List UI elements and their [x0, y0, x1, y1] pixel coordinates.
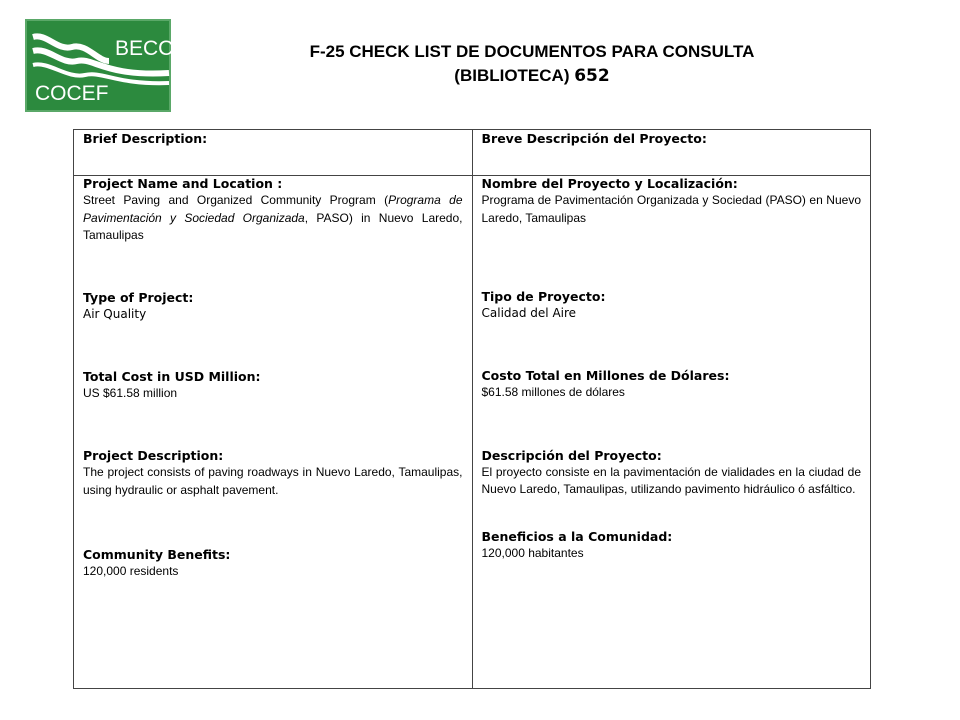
page-title [232, 40, 832, 88]
project-name-label: Project Name and Location : [83, 176, 283, 191]
title-line-2-prefix: (BIBLIOTECA) [454, 66, 575, 85]
header-row [74, 130, 871, 176]
header-right [472, 130, 871, 176]
costo-total-value: $61.58 millones de dólares [481, 385, 625, 399]
project-description-label: Project Description: [83, 448, 224, 463]
breve-descripcion-label: Breve Descripción del Proyecto: [481, 131, 707, 146]
beneficios-comunidad-label: Beneficios a la Comunidad: [481, 528, 673, 544]
nombre-proyecto-value: Programa de Pavimentación Organizada y Sociedad (PASO) en Nuevo Laredo, Tamaulipas [481, 193, 861, 225]
project-name-part-b: , PASO) in Nuevo Laredo, Tamaulipas [83, 210, 463, 242]
title-number: 652 [574, 66, 610, 86]
header-left [74, 130, 473, 176]
costo-total-label: Costo Total en Millones de Dólares: [481, 368, 730, 383]
logo-becc-text: BECC [115, 37, 174, 60]
english-column [74, 176, 473, 689]
descripcion-proyecto-label: Descripción del Proyecto: [481, 447, 662, 463]
project-name-italic: Programa de Pavimentación y Sociedad Organizada [83, 193, 463, 225]
project-description-value: The project consists of paving roadways in Nuevo Laredo, Tamaulipas, using hydraulic or asphalt pavement. [83, 465, 463, 497]
content-row [74, 176, 871, 689]
type-of-project-value: Air Quality [83, 306, 147, 321]
brief-description-label: Brief Description: [83, 131, 208, 146]
total-cost-value: US $61.58 million [83, 385, 178, 400]
project-name-value [83, 192, 463, 245]
logo-cocef-text: COCEF [35, 82, 109, 105]
community-benefits-value: 120,000 residents [83, 564, 179, 578]
beneficios-comunidad-value: 120,000 habitantes [481, 545, 584, 560]
project-name-part-a: Street Paving and Organized Community Program ( [83, 193, 389, 207]
tipo-proyecto-value: Calidad del Aire [481, 306, 577, 320]
title-line-1: F-25 CHECK LIST DE DOCUMENTOS PARA CONSULTA [309, 42, 755, 61]
total-cost-label: Total Cost in USD Million: [83, 368, 261, 384]
nombre-proyecto-label: Nombre del Proyecto y Localización: [481, 176, 738, 191]
project-table [73, 129, 871, 689]
title-line-2 [232, 64, 832, 88]
descripcion-proyecto-value: El proyecto consiste en la pavimentación de vialidades en la ciudad de Nuevo Laredo, Tamaulipas, utilizando pavimento hidráulico ó asfáltico. [481, 464, 861, 496]
type-of-project-label: Type of Project: [83, 289, 194, 305]
becc-cocef-logo [25, 19, 174, 112]
tipo-proyecto-label: Tipo de Proyecto: [481, 289, 606, 304]
community-benefits-label: Community Benefits: [83, 547, 231, 562]
spanish-column [472, 176, 871, 689]
